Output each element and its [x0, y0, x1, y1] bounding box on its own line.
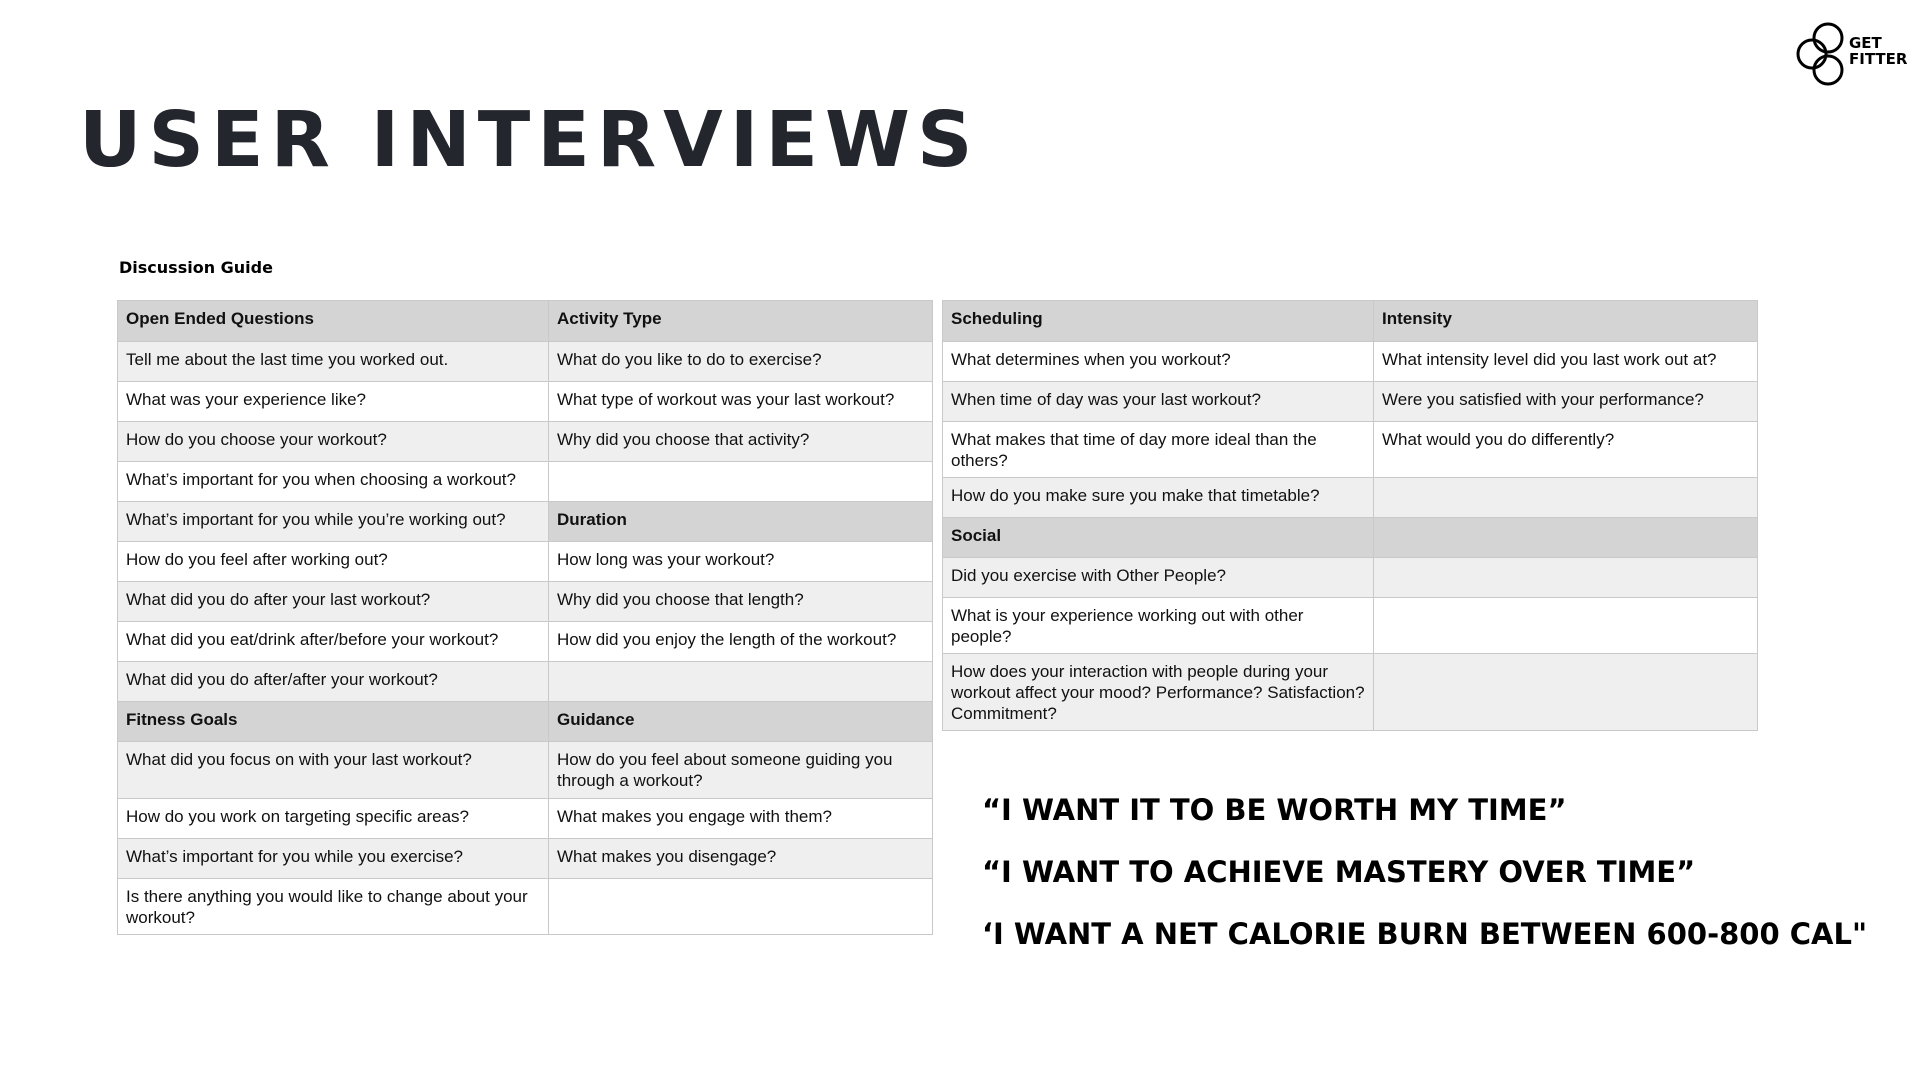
page-title: USER INTERVIEWS — [79, 96, 980, 185]
table-row — [943, 422, 1758, 478]
logo-text-line1: GET — [1849, 34, 1882, 52]
section-header-cell: Fitness Goals — [118, 702, 549, 742]
table-row — [943, 478, 1758, 518]
table-row — [943, 654, 1758, 731]
table-row — [118, 582, 933, 622]
table-cell: What did you do after/after your workout? — [118, 662, 549, 702]
table-cell: How do you feel after working out? — [118, 542, 549, 582]
table-cell: How did you enjoy the length of the workout? — [549, 622, 933, 662]
table-cell: What would you do differently? — [1374, 422, 1758, 478]
table-row — [118, 502, 933, 542]
table-cell: What was your experience like? — [118, 382, 549, 422]
table-cell: How does your interaction with people during your workout affect your mood? Performance? Satisfaction? Commitment? — [943, 654, 1374, 731]
key-quotes — [982, 790, 1867, 976]
discussion-guide-label: Discussion Guide — [119, 258, 273, 277]
table-row — [118, 542, 933, 582]
header-cell: Scheduling — [943, 301, 1374, 342]
table-row — [943, 558, 1758, 598]
section-header-row — [943, 518, 1758, 558]
header-cell: Activity Type — [549, 301, 933, 342]
section-header-cell: Social — [943, 518, 1374, 558]
figure-eight-logo-icon — [1795, 18, 1851, 90]
table-cell: What determines when you workout? — [943, 342, 1374, 382]
table-row — [118, 382, 933, 422]
table-cell: What makes that time of day more ideal than the others? — [943, 422, 1374, 478]
table-row — [118, 839, 933, 879]
table-cell: How do you choose your workout? — [118, 422, 549, 462]
table-row — [118, 662, 933, 702]
table-cell: What’s important for you while you exercise? — [118, 839, 549, 879]
table-cell: What makes you disengage? — [549, 839, 933, 879]
table-cell: What intensity level did you last work out at? — [1374, 342, 1758, 382]
section-header-cell: Guidance — [549, 702, 933, 742]
table-cell — [1374, 654, 1758, 731]
table-cell: When time of day was your last workout? — [943, 382, 1374, 422]
table-row — [118, 342, 933, 382]
table-cell: Were you satisfied with your performance? — [1374, 382, 1758, 422]
section-header-row — [118, 702, 933, 742]
table-cell: How long was your workout? — [549, 542, 933, 582]
table-cell: How do you feel about someone guiding you through a workout? — [549, 742, 933, 799]
table-cell: What type of workout was your last workout? — [549, 382, 933, 422]
section-header-cell — [1374, 518, 1758, 558]
get-fitter-logo — [1795, 18, 1915, 90]
table-row — [118, 799, 933, 839]
table-row — [118, 462, 933, 502]
table-cell: How do you make sure you make that timetable? — [943, 478, 1374, 518]
table-cell — [1374, 598, 1758, 654]
discussion-guide-table-right — [942, 300, 1758, 731]
table-cell: How do you work on targeting specific areas? — [118, 799, 549, 839]
header-cell: Intensity — [1374, 301, 1758, 342]
table-cell — [549, 662, 933, 702]
table-cell: What did you eat/drink after/before your workout? — [118, 622, 549, 662]
table-row — [118, 622, 933, 662]
table-row — [118, 422, 933, 462]
table-cell: What is your experience working out with other people? — [943, 598, 1374, 654]
table-cell: Tell me about the last time you worked out. — [118, 342, 549, 382]
table-cell — [1374, 558, 1758, 598]
table-cell: Why did you choose that length? — [549, 582, 933, 622]
discussion-guide-table-left — [117, 300, 933, 935]
table-row — [118, 742, 933, 799]
table-cell — [549, 879, 933, 935]
quote-achieve-mastery: “I WANT TO ACHIEVE MASTERY OVER TIME” — [982, 855, 1696, 889]
table-cell: Is there anything you would like to change about your workout? — [118, 879, 549, 935]
table-row — [943, 598, 1758, 654]
table-cell: What did you do after your last workout? — [118, 582, 549, 622]
table-row — [118, 879, 933, 935]
section-header-cell: Duration — [549, 502, 933, 542]
quote-worth-my-time: “I WANT IT TO BE WORTH MY TIME” — [982, 793, 1567, 827]
table-row — [943, 342, 1758, 382]
table-header-row — [943, 301, 1758, 342]
table-cell: What do you like to do to exercise? — [549, 342, 933, 382]
table-cell: What did you focus on with your last workout? — [118, 742, 549, 799]
table-cell: Did you exercise with Other People? — [943, 558, 1374, 598]
table-cell: Why did you choose that activity? — [549, 422, 933, 462]
table-cell — [549, 462, 933, 502]
table-cell: What’s important for you when choosing a workout? — [118, 462, 549, 502]
table-cell: What makes you engage with them? — [549, 799, 933, 839]
table-header-row — [118, 301, 933, 342]
table-cell — [1374, 478, 1758, 518]
quote-calorie-burn: ‘I WANT A NET CALORIE BURN BETWEEN 600-800 CAL" — [982, 917, 1868, 951]
header-cell: Open Ended Questions — [118, 301, 549, 342]
table-row — [943, 382, 1758, 422]
table-cell: What’s important for you while you’re working out? — [118, 502, 549, 542]
logo-text-line2: FITTER — [1849, 50, 1908, 68]
